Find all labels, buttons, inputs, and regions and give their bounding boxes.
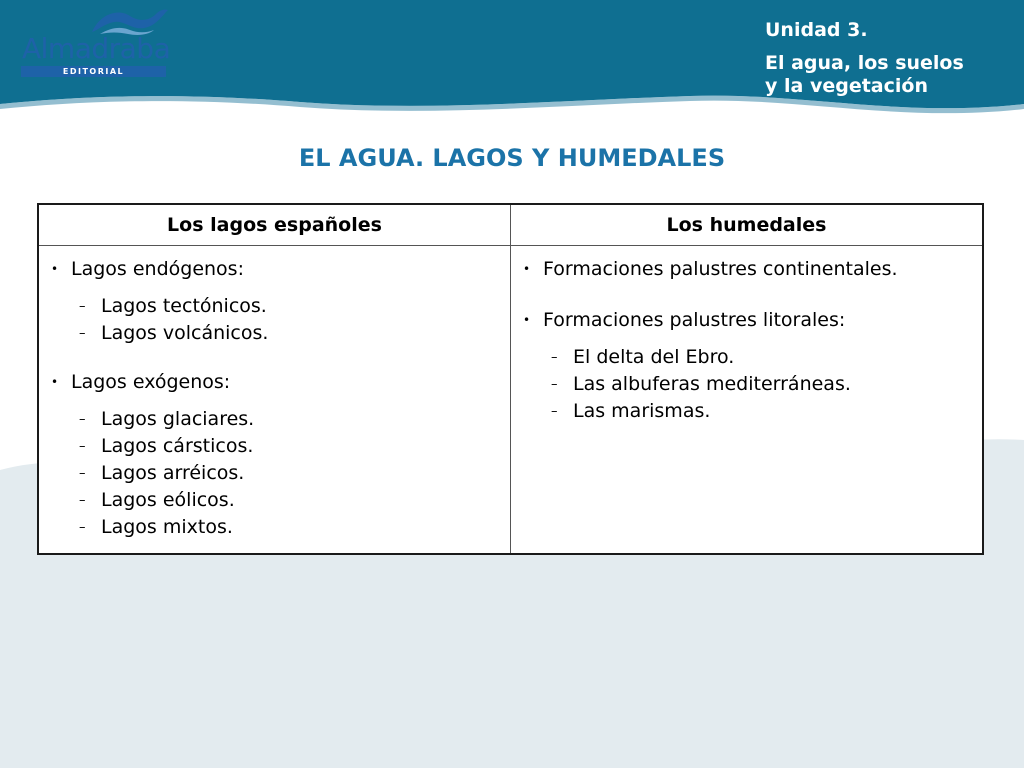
dash-icon: – bbox=[79, 412, 86, 427]
list-item-text: Lagos glaciares. bbox=[101, 408, 255, 430]
bullet-icon: • bbox=[51, 375, 59, 389]
list-item-text: Las marismas. bbox=[573, 400, 711, 422]
dash-icon: – bbox=[551, 377, 558, 392]
list-item bbox=[49, 487, 504, 514]
unit-heading bbox=[765, 18, 1015, 98]
unit-label: Unidad 3. bbox=[765, 19, 868, 41]
dash-icon: – bbox=[79, 520, 86, 535]
list-item bbox=[49, 433, 504, 460]
list-item bbox=[49, 460, 504, 487]
list-item bbox=[521, 398, 976, 425]
almadraba-logo bbox=[18, 6, 170, 80]
list-item bbox=[49, 293, 504, 320]
logo-wordmark: Almadraba bbox=[22, 32, 171, 65]
list-item-text: Lagos tectónicos. bbox=[101, 295, 267, 317]
bullet-icon: • bbox=[523, 313, 531, 327]
table-row bbox=[38, 246, 983, 555]
list-item-coastal bbox=[521, 307, 976, 334]
unit-subtitle-line-2: y la vegetación bbox=[765, 75, 928, 97]
dash-icon: – bbox=[79, 326, 86, 341]
list-item-endogenous bbox=[49, 256, 504, 283]
list-item bbox=[49, 514, 504, 541]
list-item bbox=[521, 344, 976, 371]
group-label: Lagos exógenos: bbox=[71, 371, 231, 393]
list-item bbox=[521, 371, 976, 398]
unit-subtitle-line-1: El agua, los suelos bbox=[765, 52, 964, 74]
list-item bbox=[49, 406, 504, 433]
list-item-continental bbox=[521, 256, 976, 283]
dash-icon: – bbox=[79, 466, 86, 481]
wetlands-cell bbox=[511, 246, 984, 555]
list-item-text: Lagos eólicos. bbox=[101, 489, 235, 511]
logo-tagline-band bbox=[21, 66, 166, 77]
list-item-exogenous bbox=[49, 369, 504, 396]
bullet-icon: • bbox=[51, 262, 59, 276]
list-item-text: Lagos arréicos. bbox=[101, 462, 245, 484]
group-label: Lagos endógenos: bbox=[71, 258, 244, 280]
list-item-text: Lagos cársticos. bbox=[101, 435, 254, 457]
dash-icon: – bbox=[79, 439, 86, 454]
unit-subtitle bbox=[765, 52, 1015, 98]
list-item-text: El delta del Ebro. bbox=[573, 346, 735, 368]
page-title: EL AGUA. LAGOS Y HUMEDALES bbox=[298, 144, 726, 172]
column-header-lakes: Los lagos españoles bbox=[38, 204, 511, 246]
bullet-icon: • bbox=[523, 262, 531, 276]
dash-icon: – bbox=[79, 299, 86, 314]
table-header-row bbox=[38, 204, 983, 246]
comparison-table bbox=[37, 203, 984, 555]
exogenous-sublist bbox=[49, 406, 504, 541]
logo-tagline: EDITORIAL bbox=[62, 67, 125, 76]
dash-icon: – bbox=[551, 350, 558, 365]
column-header-wetlands: Los humedales bbox=[511, 204, 984, 246]
group-label: Formaciones palustres litorales: bbox=[543, 309, 846, 331]
lakes-cell bbox=[38, 246, 511, 555]
list-item-text: Las albuferas mediterráneas. bbox=[573, 373, 851, 395]
dash-icon: – bbox=[79, 493, 86, 508]
endogenous-sublist bbox=[49, 293, 504, 347]
list-item-text: Lagos mixtos. bbox=[101, 516, 233, 538]
coastal-sublist bbox=[521, 344, 976, 425]
list-item bbox=[49, 320, 504, 347]
list-item-text: Lagos volcánicos. bbox=[101, 322, 269, 344]
dash-icon: – bbox=[551, 404, 558, 419]
group-label: Formaciones palustres continentales. bbox=[543, 258, 898, 280]
